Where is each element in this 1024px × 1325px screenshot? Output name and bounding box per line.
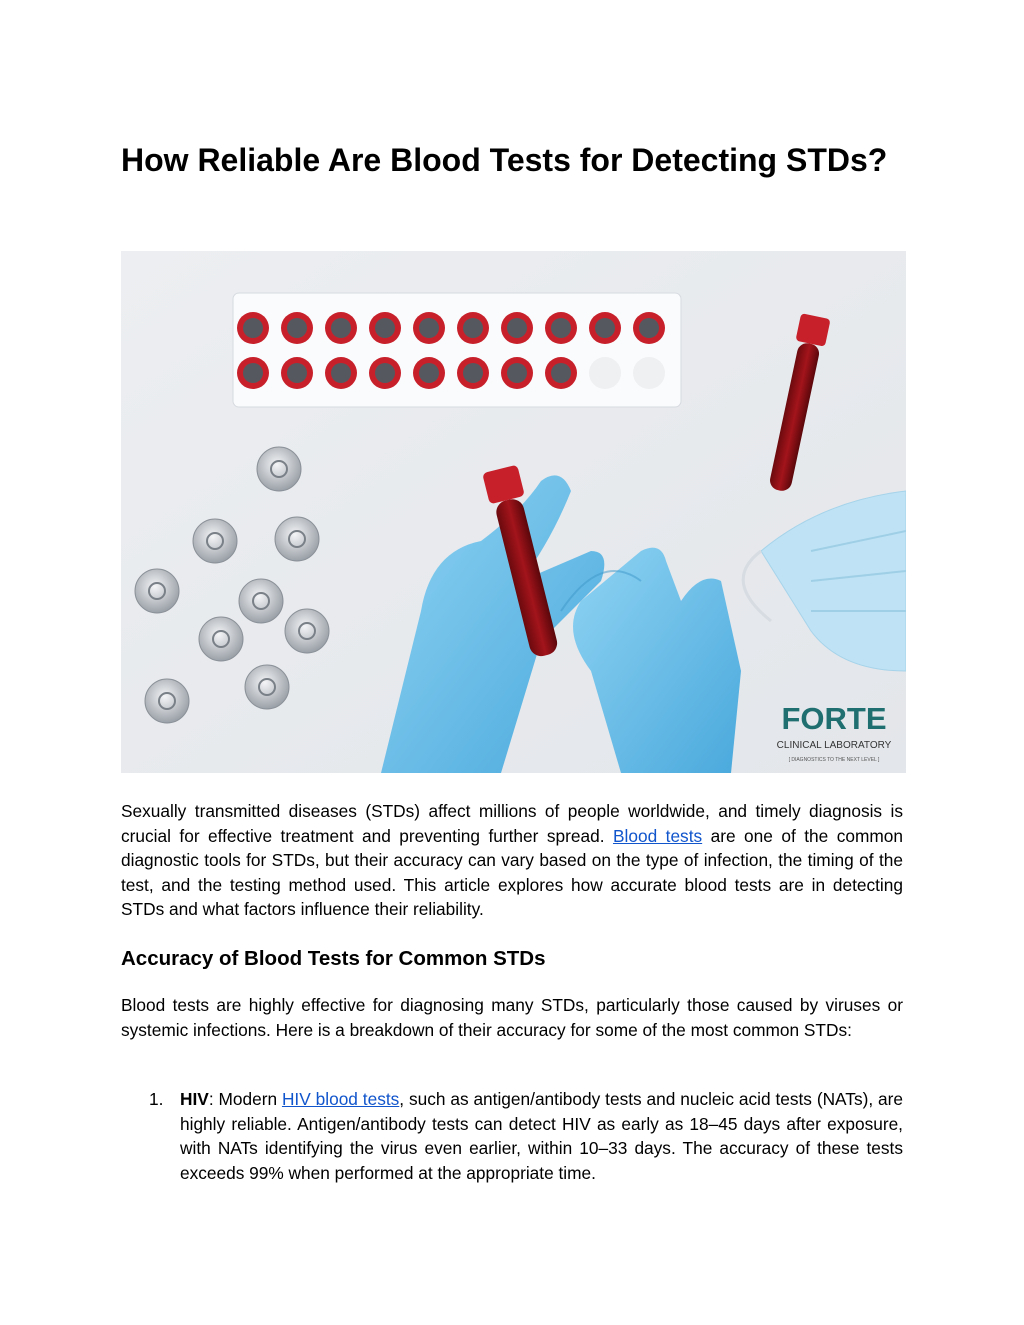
- empty-slot: [589, 357, 621, 389]
- tube-cap-center: [375, 363, 395, 383]
- tube-cap-center: [507, 363, 527, 383]
- tube-cap-center: [463, 363, 483, 383]
- page-title: How Reliable Are Blood Tests for Detecting STDs?: [121, 142, 888, 178]
- list-item-text: HIV: Modern HIV blood tests, such as antigen/antibody tests and nucleic acid tests (NATs), are highly reliable. Antigen/antibody tests can detect HIV as early as 18–45 days after exposure, with NATs identifying the virus even earlier, within 10–33 days. The accuracy of these tests exceeds 99% when performed at the appropriate time.: [180, 1089, 903, 1183]
- hero-image: [121, 251, 906, 773]
- vial: [199, 617, 243, 661]
- section-paragraph: Blood tests are highly effective for diagnosing many STDs, particularly those caused by viruses or systemic infections. Here is a breakdown of their accuracy for some of the most common STDs:: [121, 995, 903, 1040]
- blood-tests-link[interactable]: Blood tests: [612, 825, 703, 846]
- tube-cap-center: [595, 318, 615, 338]
- vial: [239, 579, 283, 623]
- section-heading: Accuracy of Blood Tests for Common STDs: [121, 947, 546, 970]
- tube-cap-center: [507, 318, 527, 338]
- intro-paragraph: Sexually transmitted diseases (STDs) affect millions of people worldwide, and timely diagnosis is crucial for effective treatment and preventing further spread. Blood tests are one of the common diagnostic tools for STDs, but their accuracy can vary based on the type of infection, the timing of the test, and the testing method used. This article explores how accurate blood tests are in detecting STDs and what factors influence their reliability.: [121, 801, 903, 920]
- tube-cap-center: [287, 363, 307, 383]
- vial: [275, 517, 319, 561]
- tube-cap-center: [287, 318, 307, 338]
- hiv-blood-tests-link[interactable]: HIV blood tests: [281, 1089, 400, 1109]
- vial: [257, 447, 301, 491]
- vial: [245, 665, 289, 709]
- tube-cap-center: [551, 318, 571, 338]
- logo-forte-text: FORTE: [781, 701, 887, 736]
- vial: [135, 569, 179, 613]
- tube-cap-center: [419, 363, 439, 383]
- tube-cap-center: [243, 363, 263, 383]
- tube-cap-center: [419, 318, 439, 338]
- tube-cap-center: [331, 363, 351, 383]
- std-list: [121, 1087, 903, 1185]
- list-item: [121, 1087, 903, 1185]
- vial: [145, 679, 189, 723]
- list-term: HIV: [180, 1089, 209, 1109]
- tube-cap-center: [463, 318, 483, 338]
- test-tube-tray: [233, 293, 681, 407]
- vial: [285, 609, 329, 653]
- logo-tagline: [ DIAGNOSTICS TO THE NEXT LEVEL ]: [788, 757, 880, 763]
- vial: [193, 519, 237, 563]
- empty-slot: [633, 357, 665, 389]
- list-number: 1.: [149, 1089, 164, 1109]
- logo-subtitle: CLINICAL LABORATORY: [776, 740, 892, 751]
- tube-cap-center: [331, 318, 351, 338]
- tube-cap-center: [639, 318, 659, 338]
- tube-cap-center: [243, 318, 263, 338]
- tube-cap-center: [375, 318, 395, 338]
- tube-cap-center: [551, 363, 571, 383]
